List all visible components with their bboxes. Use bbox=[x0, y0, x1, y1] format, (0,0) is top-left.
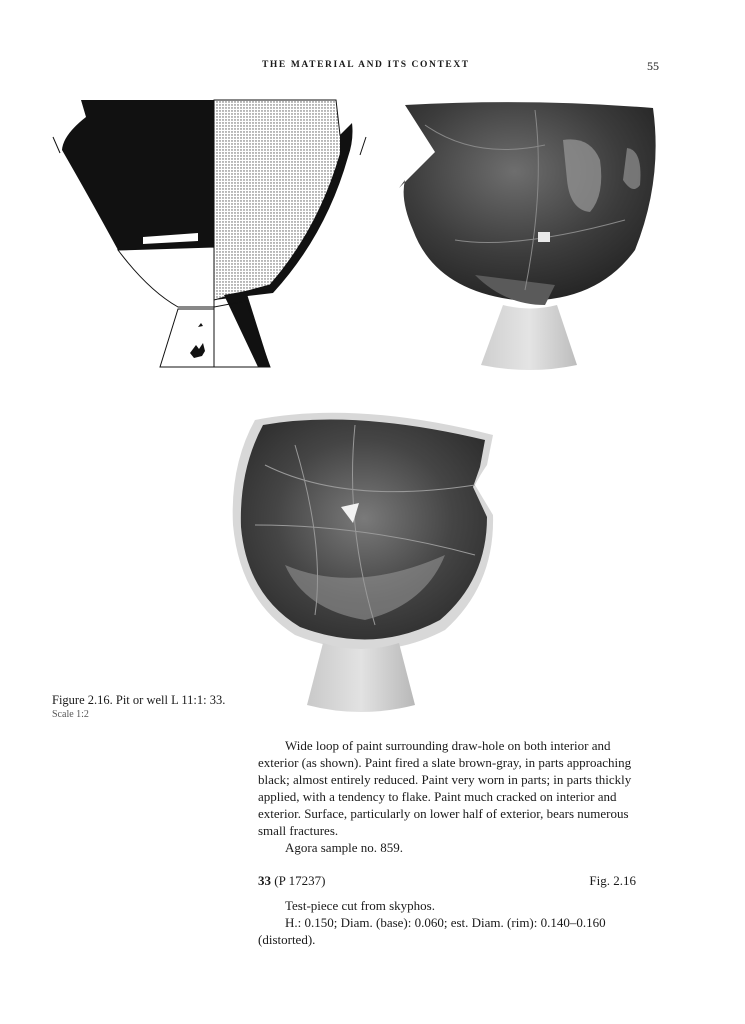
entry-description: Test-piece cut from skyphos. bbox=[285, 898, 435, 913]
skyphos-photo-interior bbox=[225, 405, 497, 717]
catalogue-entry-body bbox=[258, 897, 653, 948]
caption-scale: Scale 1:2 bbox=[52, 709, 89, 720]
interior-half bbox=[214, 100, 353, 367]
entry-label bbox=[258, 873, 325, 889]
description-text bbox=[258, 737, 653, 856]
catalogue-entry-head bbox=[258, 873, 636, 889]
entry-inventory: (P 17237) bbox=[271, 873, 326, 888]
entry-fig-ref: Fig. 2.16 bbox=[589, 873, 636, 888]
entry-number: 33 bbox=[258, 873, 271, 888]
sample-note: Agora sample no. 859. bbox=[285, 840, 404, 855]
running-head: THE MATERIAL AND ITS CONTEXT bbox=[262, 60, 470, 70]
profile-drawing bbox=[48, 95, 378, 375]
exterior-half bbox=[62, 100, 214, 367]
figure-caption bbox=[52, 693, 252, 721]
entry-dimensions: H.: 0.150; Diam. (base): 0.060; est. Diam. (rim): 0.140–0.160 (distorted). bbox=[258, 915, 606, 947]
caption-title: Figure 2.16. Pit or well L 11:1: 33. bbox=[52, 693, 226, 707]
description-paragraph: Wide loop of paint surrounding draw-hole on both interior and exterior (as shown). Paint fired a slate brown-gray, in parts approaching black; almost entirely reduced. Paint very worn in parts; in parts thickly applied, with a tendency to flake. Paint much cracked on interior and exterior. Surface, particularly on lower half of exterior, bears numerous small fractures. bbox=[258, 738, 632, 838]
skyphos-photo-exterior bbox=[395, 100, 665, 372]
page-number: 55 bbox=[647, 59, 659, 73]
